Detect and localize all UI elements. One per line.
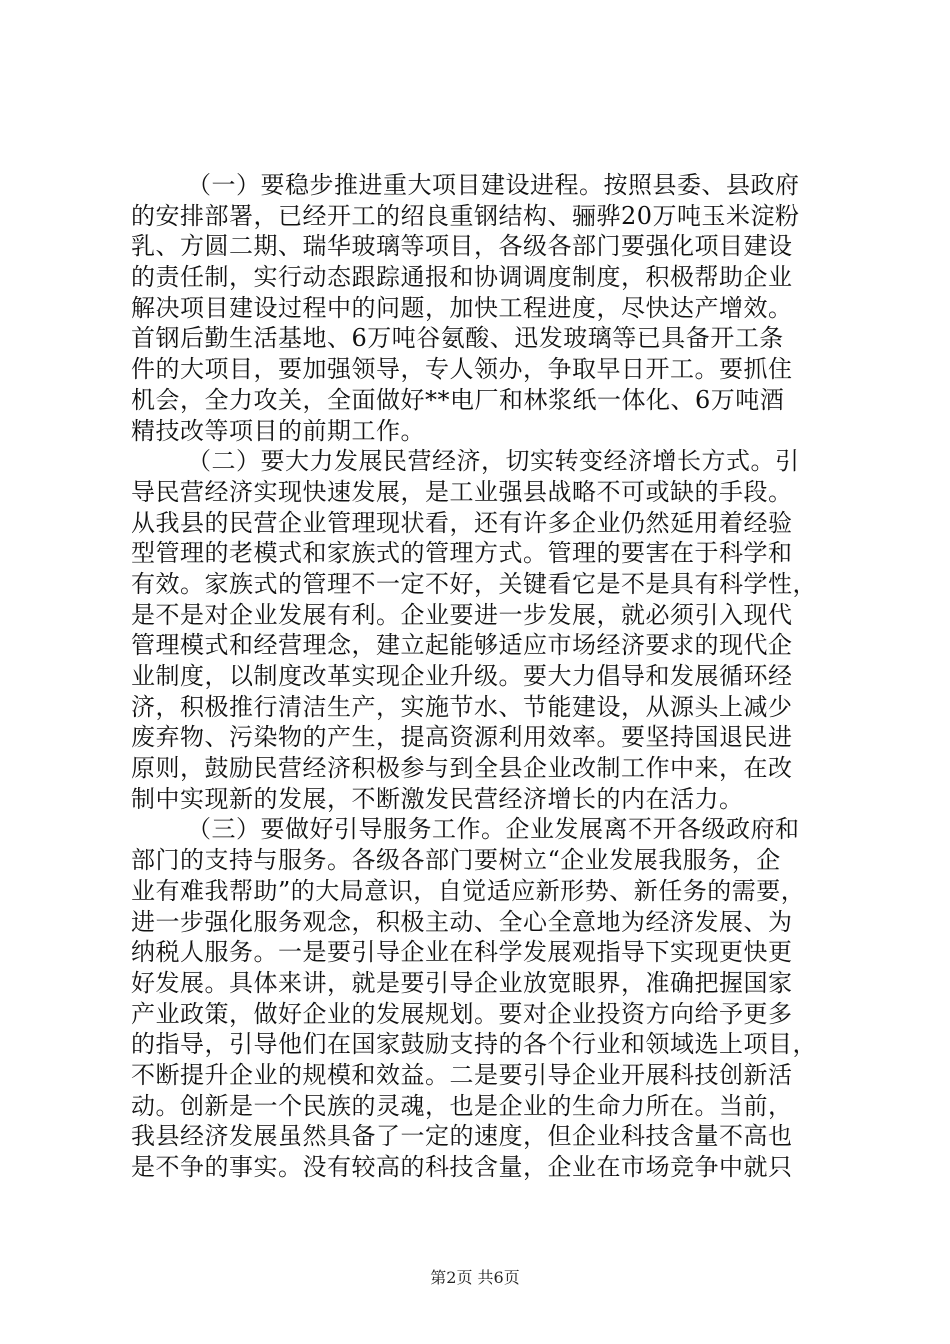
text-line: 原则，鼓励民营经济积极参与到全县企业改制工作中来，在改 <box>131 754 793 783</box>
text-line: 管理模式和经营理念，建立起能够适应市场经济要求的现代企 <box>131 631 793 660</box>
text-line: （一）要稳步推进重大项目建设进程。按照县委、县政府 <box>187 171 800 199</box>
text-line: 乳、方圆二期、瑞华玻璃等项目，各级各部门要强化项目建设 <box>131 232 793 261</box>
text-line: 不断提升企业的规模和效益。二是要引导企业开展科技创新活 <box>131 1060 793 1089</box>
text-line: 制中实现新的发展，不断激发民营经济增长的内在活力。 <box>131 784 744 813</box>
text-line: 进一步强化服务观念，积极主动、全心全意地为经济发展、为 <box>131 907 793 936</box>
text-line: 精技改等项目的前期工作。 <box>131 416 425 445</box>
text-line: 业有难我帮助”的大局意识，自觉适应新形势、新任务的需要， <box>131 876 806 905</box>
text-line: 的责任制，实行动态跟踪通报和协调调度制度，积极帮助企业 <box>131 263 793 292</box>
text-line: 产业政策，做好企业的发展规划。要对企业投资方向给予更多 <box>131 999 793 1028</box>
text-line: 业制度，以制度改革实现企业升级。要大力倡导和发展循环经 <box>131 662 793 690</box>
text-line: 的指导，引导他们在国家鼓励支持的各个行业和领域选上项目， <box>131 1030 817 1059</box>
text-line: 解决项目建设过程中的问题，加快工程进度，尽快达产增效。 <box>131 293 793 322</box>
text-line: 型管理的老模式和家族式的管理方式。管理的要害在于科学和 <box>131 539 793 568</box>
text-line: 从我县的民营企业管理现状看，还有许多企业仍然延用着经验 <box>131 508 793 537</box>
page-number-footer: 第2页 共6页 <box>430 1268 520 1287</box>
text-line: 济，积极推行清洁生产，实施节水、节能建设，从源头上减少 <box>131 692 793 721</box>
text-line: 好发展。具体来讲，就是要引导企业放宽眼界，准确把握国家 <box>131 968 793 997</box>
text-line: （三）要做好引导服务工作。企业发展离不开各级政府和 <box>187 815 800 844</box>
text-line: 是不争的事实。没有较高的科技含量，企业在市场竞争中就只 <box>131 1153 793 1181</box>
text-line: 废弃物、污染物的产生，提高资源利用效率。要坚持国退民进 <box>131 723 793 752</box>
text-line: （二）要大力发展民营经济，切实转变经济增长方式。引 <box>187 447 800 476</box>
text-line: 首钢后勤生活基地、6万吨谷氨酸、迅发玻璃等已具备开工条 <box>131 324 784 353</box>
text-line: 的安排部署，已经开工的绍良重钢结构、骊骅20万吨玉米淀粉 <box>131 201 800 230</box>
text-line: 动。创新是一个民族的灵魂，也是企业的生命力所在。当前， <box>131 1091 793 1120</box>
text-line: 件的大项目，要加强领导，专人领办，争取早日开工。要抓住 <box>131 355 793 384</box>
text-line: 部门的支持与服务。各级各部门要树立“企业发展我服务，企 <box>131 846 781 875</box>
text-line: 导民营经济实现快速发展，是工业强县战略不可或缺的手段。 <box>131 477 793 506</box>
text-line: 纳税人服务。一是要引导企业在科学发展观指导下实现更快更 <box>131 938 793 967</box>
document-body <box>131 170 831 1183</box>
text-line: 有效。家族式的管理不一定不好，关键看它是不是具有科学性， <box>131 569 817 598</box>
text-line: 我县经济发展虽然具备了一定的速度，但企业科技含量不高也 <box>131 1122 793 1151</box>
text-line: 是不是对企业发展有利。企业要进一步发展，就必须引入现代 <box>131 600 793 629</box>
text-line: 机会，全力攻关，全面做好**电厂和林浆纸一体化、6万吨酒 <box>131 385 785 414</box>
